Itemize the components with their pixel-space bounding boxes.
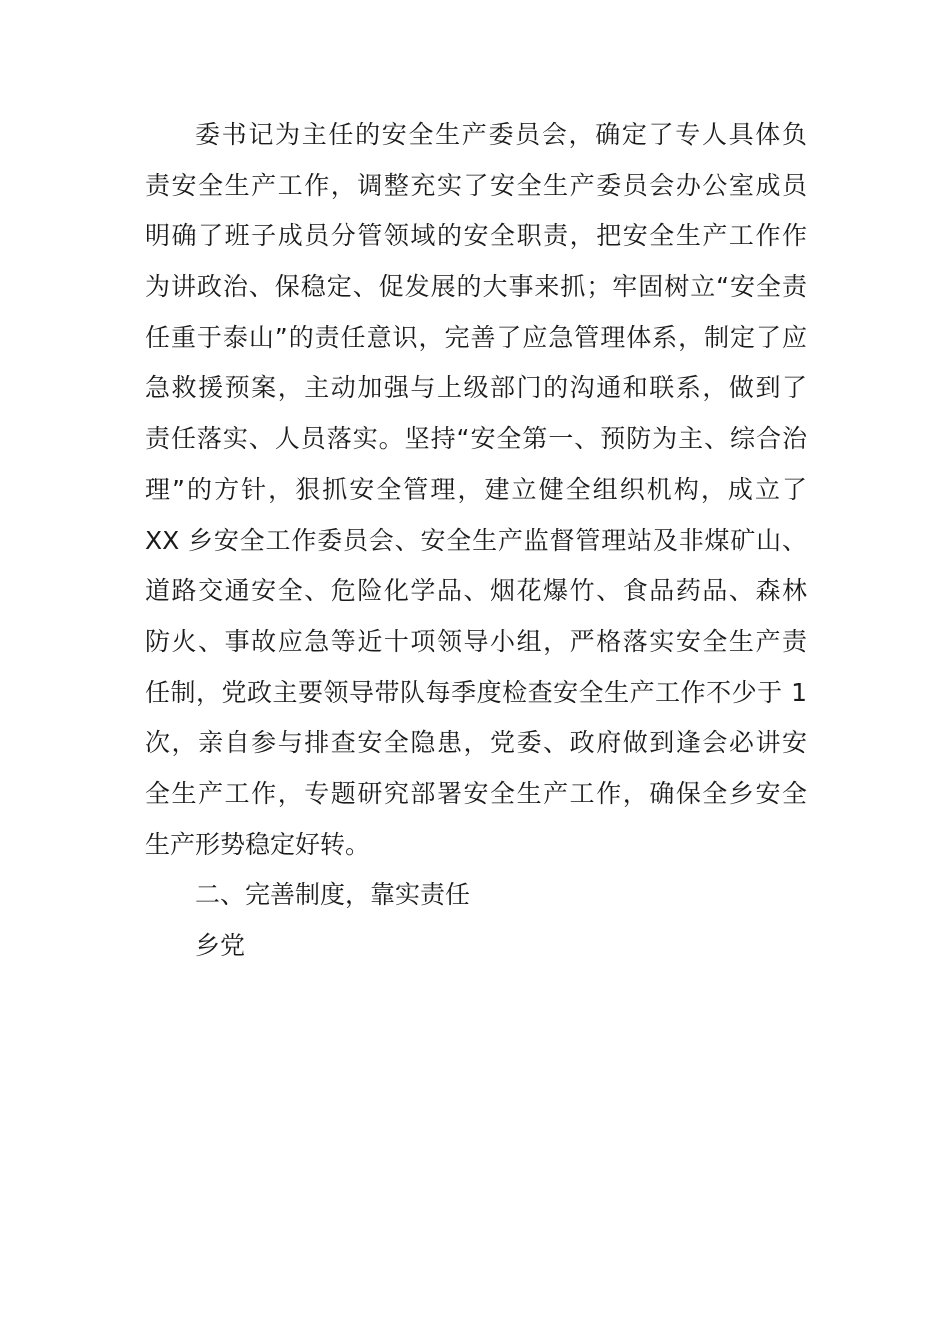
text-line: 委书记为主任的安全生产委员会，确定了专人具体负 (195, 120, 807, 149)
text-line: 理”的方针，狠抓安全管理，建立健全组织机构，成立了 (145, 474, 807, 504)
text-line: XX 乡安全工作委员会、安全生产监督管理站及非煤矿山、 (145, 525, 807, 555)
text-line: 任制，党政主要领导带队每季度检查安全生产工作不少于 1 (145, 677, 807, 707)
text-line: 急救援预案，主动加强与上级部门的沟通和联系，做到了 (145, 373, 807, 403)
paragraph-1 (145, 110, 807, 870)
document-body (145, 110, 807, 972)
paragraph-2: 乡党 (195, 931, 246, 960)
text-line: 任重于泰山”的责任意识，完善了应急管理体系，制定了应 (145, 322, 807, 352)
text-line: 次，亲自参与排查安全隐患，党委、政府做到逢会必讲安 (145, 728, 807, 758)
text-line: 责任落实、人员落实。坚持“安全第一、预防为主、综合治 (145, 424, 807, 454)
text-line: 道路交通安全、危险化学品、烟花爆竹、食品药品、森林 (145, 576, 807, 606)
text-line: 责安全生产工作，调整充实了安全生产委员会办公室成员 (145, 170, 807, 200)
section-heading: 二、完善制度，靠实责任 (195, 880, 471, 910)
text-line: 为讲政治、保稳定、促发展的大事来抓；牢固树立“安全责 (145, 272, 807, 302)
text-line: 明确了班子成员分管领域的安全职责，把安全生产工作作 (145, 221, 807, 251)
text-line: 全生产工作，专题研究部署安全生产工作，确保全乡安全 (145, 778, 807, 808)
text-line: 生产形势稳定好转。 (145, 829, 371, 859)
text-line: 防火、事故应急等近十项领导小组，严格落实安全生产责 (145, 626, 807, 656)
